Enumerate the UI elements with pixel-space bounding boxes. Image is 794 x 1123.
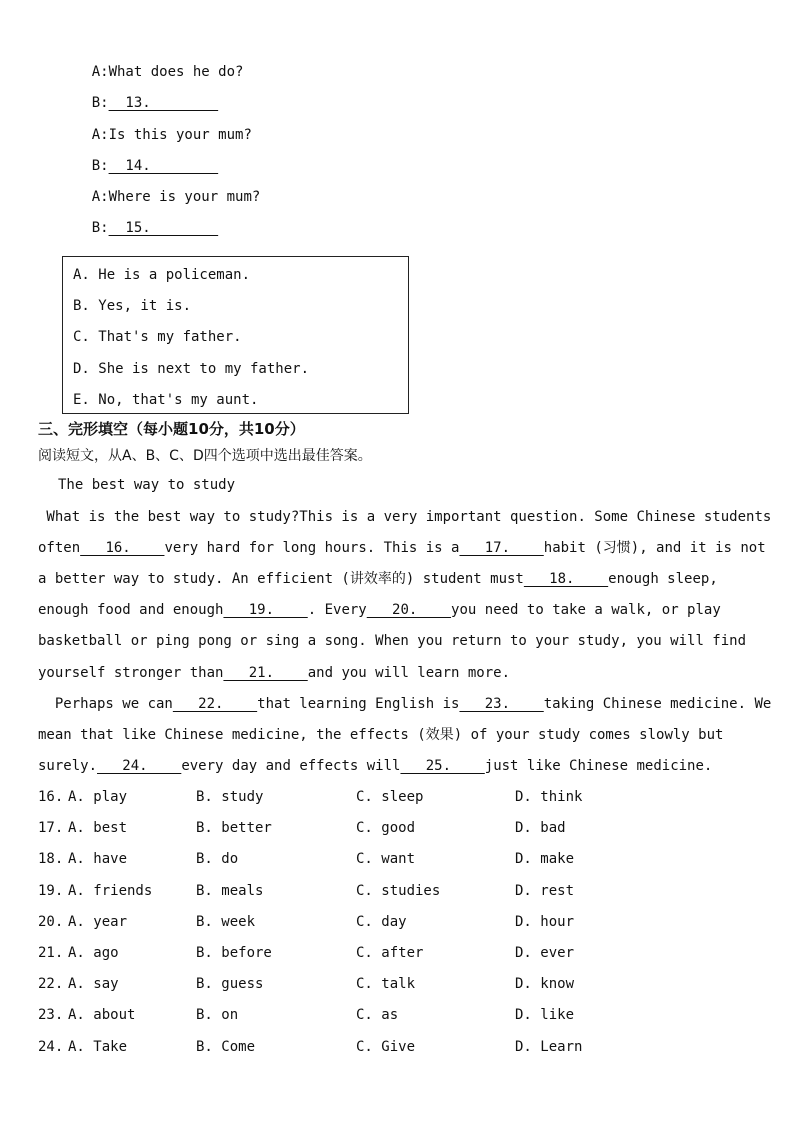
- cloze-blank[interactable]: 24.: [97, 758, 182, 774]
- cloze-blank[interactable]: 17.: [459, 540, 544, 556]
- option-d[interactable]: D. think: [515, 789, 583, 805]
- choice-b: B. Yes, it is.: [73, 298, 192, 314]
- passage-text: Perhaps we can: [38, 696, 173, 712]
- cloze-blank[interactable]: 16.: [80, 540, 165, 556]
- option-c[interactable]: C. Give: [356, 1038, 416, 1055]
- passage-text: a better way to study. An efficient (讲效率的) student must: [38, 571, 524, 587]
- option-c[interactable]: C. after: [356, 945, 424, 961]
- passage-text: yourself stronger than: [38, 665, 224, 681]
- option-b[interactable]: B. Come: [196, 1038, 256, 1055]
- question-number: 16.: [38, 789, 64, 805]
- question-number: 20.: [38, 913, 64, 930]
- passage-line: [38, 601, 721, 619]
- cloze-blank[interactable]: 21.: [223, 665, 308, 681]
- passage-text: basketball or ping pong or sing a song. When you return to your study, you will find: [38, 633, 747, 649]
- question-number: 18.: [38, 851, 64, 868]
- answer-blank-13[interactable]: 13.: [108, 95, 219, 111]
- option-a[interactable]: A. friends: [68, 882, 153, 899]
- passage-line: [38, 508, 771, 526]
- option-a[interactable]: A. play: [68, 789, 128, 805]
- passage-line: [38, 726, 723, 744]
- answer-blank-15[interactable]: 15.: [108, 220, 219, 236]
- passage-text: you need to take a walk, or play: [451, 602, 721, 618]
- option-b[interactable]: B. before: [196, 945, 272, 961]
- option-b[interactable]: B. week: [196, 913, 256, 930]
- passage-title: The best way to study: [58, 477, 236, 493]
- option-b[interactable]: B. on: [196, 1007, 239, 1024]
- cloze-blank[interactable]: 18.: [523, 571, 609, 587]
- speaker: A:: [91, 189, 109, 205]
- passage-text: surely.: [38, 758, 98, 774]
- dialogue-text: Is this your mum?: [108, 127, 252, 143]
- option-a[interactable]: A. about: [68, 1007, 136, 1024]
- cloze-blank[interactable]: 22.: [172, 696, 258, 712]
- cloze-blank[interactable]: 19.: [223, 602, 308, 618]
- passage-text: What is the best way to study?This is a very important question. Some Chinese students: [38, 509, 772, 525]
- choice-c: C. That's my father.: [73, 329, 242, 345]
- option-c[interactable]: C. day: [356, 913, 407, 930]
- passage-line: [38, 695, 771, 713]
- passage-text: taking Chinese medicine. We: [543, 696, 772, 712]
- passage-text: every day and effects will: [181, 758, 401, 774]
- passage-line: [38, 664, 510, 682]
- passage-line: [38, 757, 712, 775]
- option-a[interactable]: A. best: [68, 820, 128, 837]
- question-number: 23.: [38, 1007, 64, 1024]
- option-d[interactable]: D. know: [515, 976, 575, 993]
- speaker: A:: [91, 127, 109, 143]
- section-instruction: 阅读短文，从A、B、C、D四个选项中选出最佳答案。: [38, 448, 372, 464]
- option-c[interactable]: C. want: [356, 851, 416, 868]
- passage-text: just like Chinese medicine.: [484, 758, 713, 774]
- cloze-blank[interactable]: 25.: [400, 758, 485, 774]
- passage-text: enough food and enough: [38, 602, 224, 618]
- passage-text: habit (习惯), and it is not: [543, 540, 766, 556]
- option-a[interactable]: A. year: [68, 913, 128, 930]
- passage-text: that learning English is: [257, 696, 460, 712]
- option-b[interactable]: B. guess: [196, 976, 264, 993]
- passage-text: and you will learn more.: [307, 665, 511, 681]
- option-a[interactable]: A. Take: [68, 1038, 128, 1055]
- dialogue-text: What does he do?: [108, 64, 244, 80]
- dialogue-text: Where is your mum?: [108, 189, 261, 205]
- option-c[interactable]: C. talk: [356, 976, 416, 993]
- section-heading: 三、完形填空（每小题10分，共10分）: [38, 420, 305, 438]
- option-d[interactable]: D. ever: [515, 945, 575, 961]
- choice-d: D. She is next to my father.: [73, 361, 310, 377]
- passage-line: [38, 539, 766, 557]
- speaker: B:: [91, 220, 109, 236]
- question-number: 24.: [38, 1038, 64, 1055]
- option-c[interactable]: C. studies: [356, 882, 441, 899]
- option-a[interactable]: A. have: [68, 851, 128, 868]
- option-a[interactable]: A. ago: [68, 945, 119, 961]
- cloze-blank[interactable]: 23.: [459, 696, 544, 712]
- option-c[interactable]: C. good: [356, 820, 416, 837]
- passage-line: [38, 570, 718, 588]
- option-d[interactable]: D. rest: [515, 882, 575, 899]
- speaker: B:: [91, 95, 109, 111]
- passage-text: . Every: [307, 602, 367, 618]
- option-d[interactable]: D. Learn: [515, 1038, 583, 1055]
- speaker: A:: [91, 64, 109, 80]
- option-b[interactable]: B. meals: [196, 882, 264, 899]
- option-d[interactable]: D. like: [515, 1007, 575, 1024]
- option-d[interactable]: D. bad: [515, 820, 566, 837]
- passage-text: enough sleep,: [608, 571, 718, 587]
- question-number: 21.: [38, 945, 64, 961]
- choice-e: E. No, that's my aunt.: [73, 392, 259, 408]
- option-d[interactable]: D. hour: [515, 913, 575, 930]
- passage-text: often: [38, 540, 81, 556]
- speaker: B:: [91, 158, 109, 174]
- option-c[interactable]: C. as: [356, 1007, 399, 1024]
- question-number: 22.: [38, 976, 64, 993]
- passage-line: [38, 632, 746, 650]
- passage-text: mean that like Chinese medicine, the effects (效果) of your study comes slowly but: [38, 727, 724, 743]
- option-b[interactable]: B. study: [196, 789, 264, 805]
- choice-a: A. He is a policeman.: [73, 267, 251, 283]
- answer-blank-14[interactable]: 14.: [108, 158, 219, 174]
- option-d[interactable]: D. make: [515, 851, 575, 868]
- option-c[interactable]: C. sleep: [356, 789, 424, 805]
- question-number: 19.: [38, 882, 64, 899]
- option-b[interactable]: B. better: [196, 820, 272, 837]
- option-b[interactable]: B. do: [196, 851, 239, 868]
- passage-text: very hard for long hours. This is a: [164, 540, 460, 556]
- dialogue-line: [58, 201, 218, 255]
- question-number: 17.: [38, 820, 64, 837]
- option-a[interactable]: A. say: [68, 976, 119, 993]
- cloze-blank[interactable]: 20.: [366, 602, 452, 618]
